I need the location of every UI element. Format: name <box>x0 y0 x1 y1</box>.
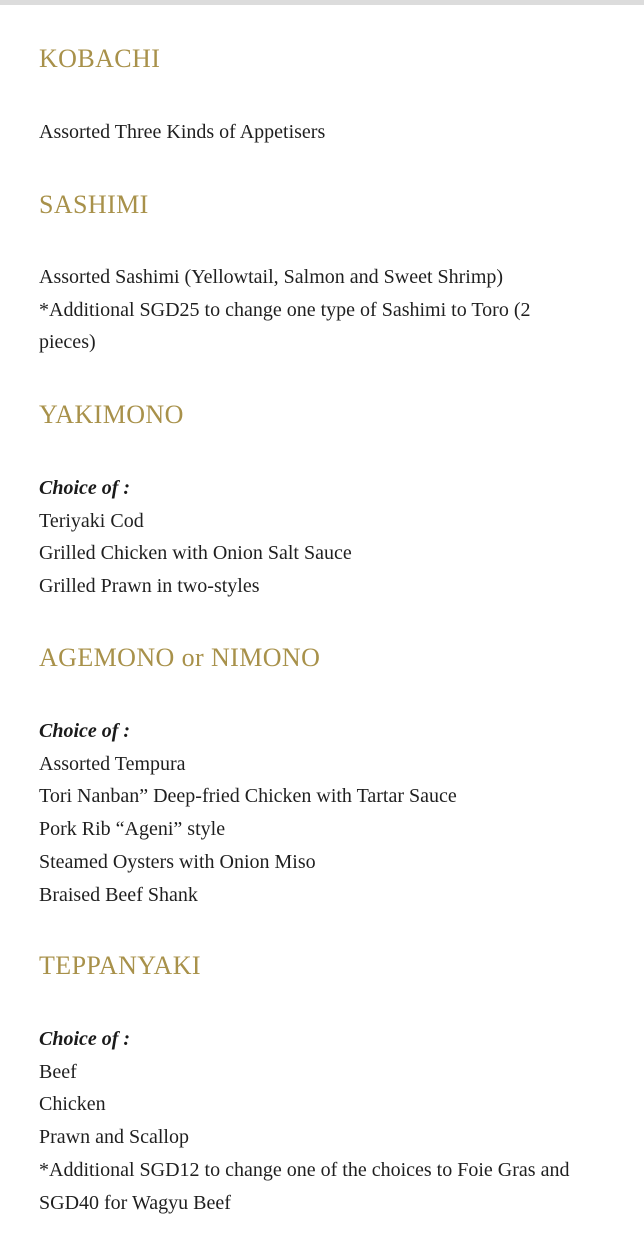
menu-item: Grilled Prawn in two-styles <box>39 575 260 598</box>
section-title: SASHIMI <box>39 190 149 219</box>
section-body <box>39 472 619 603</box>
menu-note: *Additional SGD12 to change one of the choices to Foie Gras and SGD40 for Wagyu Beef <box>39 1158 570 1214</box>
menu-item: Steamed Oysters with Onion Miso <box>39 850 316 873</box>
choice-label: Choice of : <box>39 720 131 742</box>
menu-note: *Additional SGD25 to change one type of Sashimi to Toro (2 pieces) <box>39 298 531 354</box>
menu-item: Teriyaki Cod <box>39 509 144 532</box>
top-divider <box>0 0 644 5</box>
menu-item: Chicken <box>39 1093 106 1116</box>
section-title: YAKIMONO <box>39 400 184 429</box>
menu-item: Assorted Three Kinds of Appetisers <box>39 121 326 143</box>
section-body <box>39 116 619 149</box>
section-title: TEPPANYAKI <box>39 951 201 980</box>
menu-item: Grilled Chicken with Onion Salt Sauce <box>39 542 352 565</box>
menu-item: Tori Nanban” Deep-fried Chicken with Tartar Sauce <box>39 785 457 808</box>
menu-item: Assorted Sashimi (Yellowtail, Salmon and Sweet Shrimp) <box>39 266 504 288</box>
section-title: KOBACHI <box>39 44 161 73</box>
choice-label: Choice of : <box>39 1028 131 1050</box>
section-body <box>39 261 619 359</box>
menu-item: Beef <box>39 1060 77 1083</box>
menu-item: Assorted Tempura <box>39 752 186 775</box>
menu-item: Prawn and Scallop <box>39 1126 189 1149</box>
menu-item: Braised Beef Shank <box>39 883 198 906</box>
choice-label: Choice of : <box>39 477 131 499</box>
section-title: AGEMONO or NIMONO <box>39 643 321 672</box>
menu-item: Pork Rib “Ageni” style <box>39 818 226 841</box>
section-body <box>39 715 619 911</box>
section-body <box>39 1023 619 1219</box>
